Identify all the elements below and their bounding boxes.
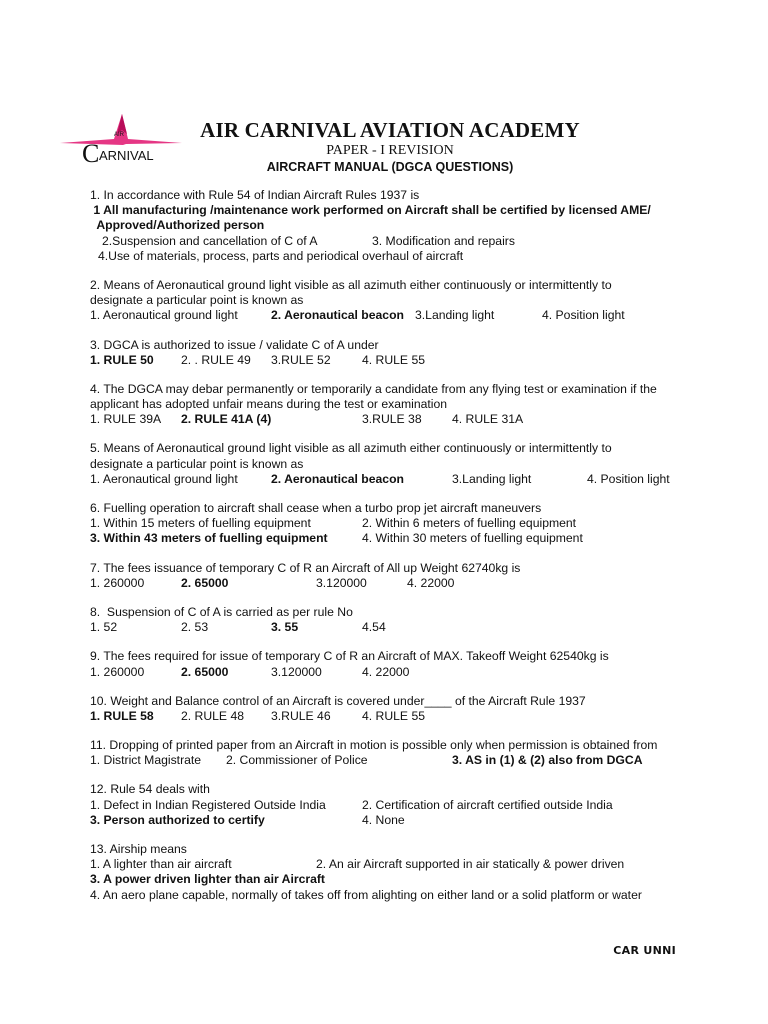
question-1	[90, 188, 690, 264]
option-row	[90, 753, 690, 768]
answer-option: 2. 65000	[181, 575, 229, 590]
question-9	[90, 649, 690, 679]
question-stem: 7. The fees issuance of temporary C of R an Aircraft of All up Weight 62740kg is	[90, 560, 521, 575]
option-row	[90, 516, 690, 531]
question-3	[90, 338, 690, 368]
manual-heading: AIRCRAFT MANUAL (DGCA QUESTIONS)	[266, 160, 514, 174]
option: 3.Landing light	[452, 471, 532, 486]
answer-option-cont: Approved/Authorized person	[90, 218, 265, 233]
option: 2. . RULE 49	[181, 352, 251, 367]
option: 4. RULE 55	[362, 708, 426, 723]
option: 1. District Magistrate	[90, 753, 202, 768]
question-stem: 2. Means of Aeronautical ground light visible as all azimuth either continuously or intermittently to	[90, 277, 612, 292]
footer-author: CAR UNNI	[613, 944, 676, 957]
answer-option: 2. 65000	[181, 664, 229, 679]
question-stem-cont: designate a particular point is known as	[90, 456, 304, 471]
answer-option: 3. Person authorized to certify	[90, 812, 265, 827]
option-row	[90, 353, 690, 368]
option	[90, 249, 690, 264]
question-stem-cont: applicant has adopted unfair means during the test or examination	[90, 397, 448, 412]
option: 4. RULE 55	[362, 352, 426, 367]
question-stem: 8. Suspension of C of A is carried as per rule No	[90, 604, 353, 619]
option: 2.Suspension and cancellation of C of A	[102, 233, 318, 248]
option-row	[90, 665, 690, 680]
option-row	[90, 234, 690, 249]
logo-air-text: AIR	[114, 132, 125, 138]
question-stem: 6. Fuelling operation to aircraft shall cease when a turbo prop jet aircraft maneuvers	[90, 501, 542, 515]
option: 4. Position light	[587, 471, 670, 486]
answer-option: 3. AS in (1) & (2) also from DGCA	[452, 753, 643, 768]
option-row	[90, 857, 690, 872]
answer-option: 1. RULE 58	[90, 708, 154, 723]
option: 1. A lighter than air aircraft	[90, 857, 232, 872]
option: 1. 260000	[90, 575, 145, 590]
option-row	[90, 620, 690, 635]
question-12	[90, 782, 690, 828]
option: 3.RULE 52	[271, 352, 331, 367]
answer-option: 3. Within 43 meters of fuelling equipment	[90, 531, 328, 546]
question-6	[90, 501, 690, 547]
logo-carnival-text: ARNIVAL	[99, 148, 154, 163]
option-row	[90, 576, 690, 591]
option-row	[90, 798, 690, 813]
option: 3.Landing light	[415, 308, 495, 323]
option: 4. Position light	[542, 308, 625, 323]
question-7	[90, 561, 690, 591]
question-8	[90, 605, 690, 635]
paper-subtitle: PAPER - I REVISION	[326, 143, 454, 158]
option-row	[90, 531, 690, 546]
option: 3.RULE 46	[271, 708, 331, 723]
option: 3.120000	[316, 575, 367, 590]
question-stem: 4. The DGCA may debar permanently or temporarily a candidate from any flying test or examination if the	[90, 381, 657, 396]
option-text: 4.Use of materials, process, parts and periodical overhaul of aircraft	[98, 248, 464, 263]
answer-option: 3. A power driven lighter than air Aircraft	[90, 872, 325, 887]
option: 1. Aeronautical ground light	[90, 471, 238, 486]
question-stem: 13. Airship means	[90, 842, 187, 856]
question-stem: 12. Rule 54 deals with	[90, 782, 210, 797]
question-5	[90, 441, 690, 487]
answer-option: 3. 55	[271, 620, 299, 635]
option: 4. Within 30 meters of fuelling equipment	[362, 531, 583, 546]
option: 1. Aeronautical ground light	[90, 308, 238, 323]
option: 4. RULE 31A	[452, 412, 524, 427]
option: 1. 260000	[90, 664, 145, 679]
option: 2. Commissioner of Police	[226, 753, 368, 768]
question-11	[90, 738, 690, 768]
question-stem: 11. Dropping of printed paper from an Aircraft in motion is possible only when permission is obtained from	[90, 738, 658, 753]
answer-option: 1. RULE 50	[90, 352, 154, 367]
question-2	[90, 278, 690, 324]
option: 3.120000	[271, 664, 322, 679]
option-row	[90, 813, 690, 828]
question-stem: 3. DGCA is authorized to issue / validate C of A under	[90, 337, 379, 352]
question-13	[90, 842, 690, 903]
option: 1. Within 15 meters of fuelling equipment	[90, 516, 311, 531]
question-stem: 9. The fees required for issue of temporary C of R an Aircraft of MAX. Takeoff Weight 62540kg is	[90, 649, 609, 664]
answer-option: 2. Aeronautical beacon	[271, 308, 404, 323]
option: 2. 53	[181, 620, 209, 635]
question-stem: 1. In accordance with Rule 54 of Indian Aircraft Rules 1937 is	[90, 188, 420, 202]
option: 2. RULE 48	[181, 708, 245, 723]
question-stem-cont: designate a particular point is known as	[90, 293, 304, 308]
logo-c-letter: C	[82, 139, 100, 168]
answer-option: 1 All manufacturing /maintenance work performed on Aircraft shall be certified by licensed AME/	[90, 203, 651, 218]
option-row	[90, 308, 690, 323]
option: 4. None	[362, 812, 405, 827]
question-4	[90, 382, 690, 428]
option: 2. Within 6 meters of fuelling equipment	[362, 516, 577, 531]
option: 2. Certification of aircraft certified outside India	[362, 797, 613, 812]
option-row	[90, 472, 690, 487]
answer-option: 2. RULE 41A (4)	[181, 412, 272, 427]
question-stem: 10. Weight and Balance control of an Aircraft is covered under____ of the Aircraft Rule 1937	[90, 693, 586, 708]
answer-option: 2. Aeronautical beacon	[271, 471, 404, 486]
question-list	[90, 188, 690, 917]
option: 1. RULE 39A	[90, 412, 162, 427]
option-row	[90, 709, 690, 724]
option: 3. Modification and repairs	[372, 233, 515, 248]
option: 4.54	[362, 620, 386, 635]
academy-title: AIR CARNIVAL AVIATION ACADEMY	[200, 118, 580, 142]
option: 2. An air Aircraft supported in air statically & power driven	[316, 857, 625, 872]
option: 3.RULE 38	[362, 412, 422, 427]
option: 1. Defect in Indian Registered Outside India	[90, 797, 326, 812]
question-10	[90, 694, 690, 724]
option-row	[90, 412, 690, 427]
option: 4. 22000	[362, 664, 410, 679]
option: 4. An aero plane capable, normally of takes off from alighting on either land or a solid platform or water	[90, 887, 642, 902]
question-stem: 5. Means of Aeronautical ground light visible as all azimuth either continuously or intermittently to	[90, 441, 612, 456]
option: 1. 52	[90, 620, 118, 635]
option: 4. 22000	[407, 575, 455, 590]
